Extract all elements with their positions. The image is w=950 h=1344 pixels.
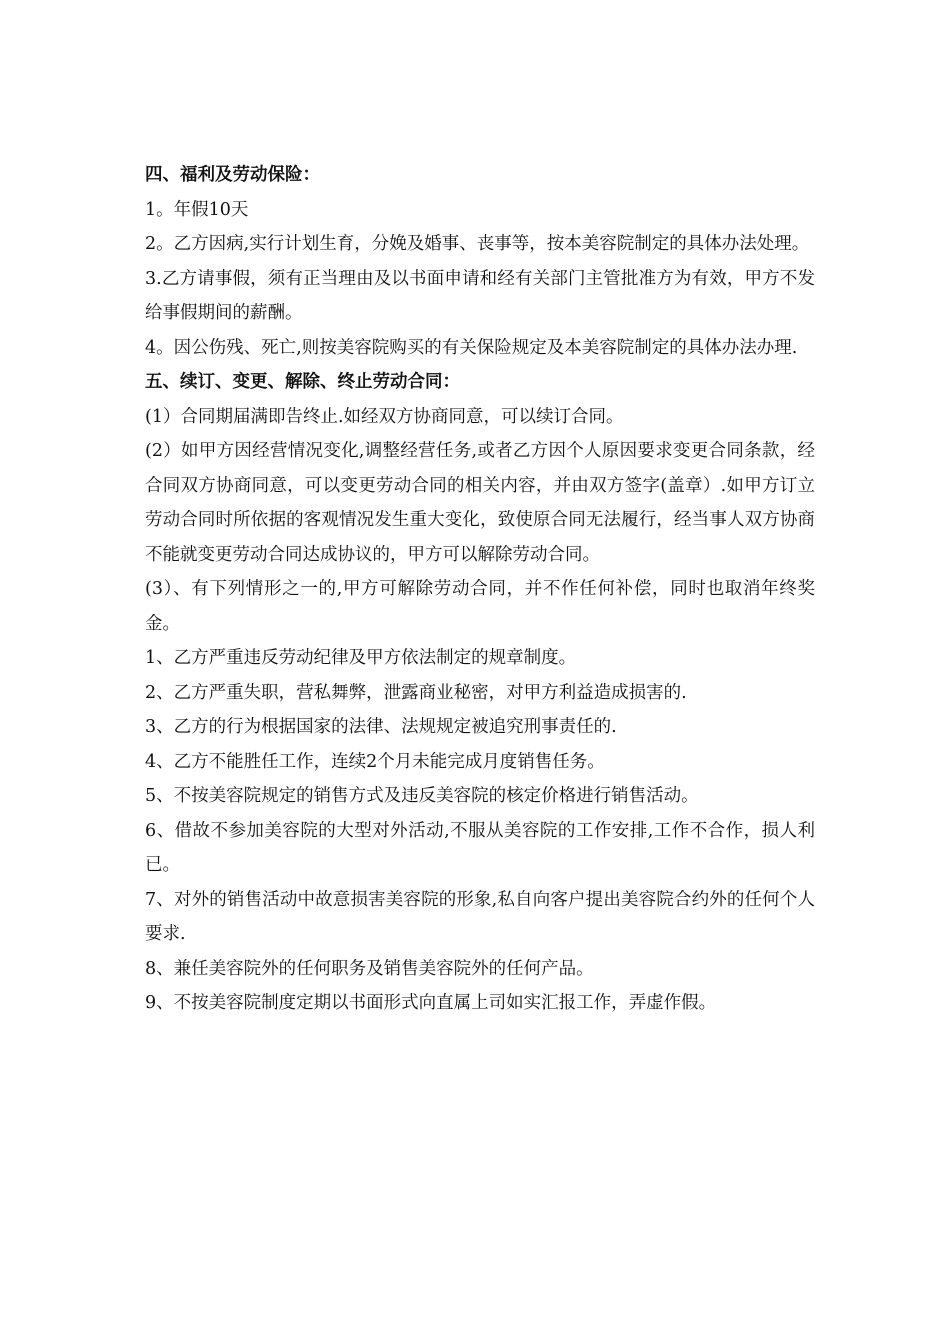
list-item: 5、不按美容院规定的销售方式及违反美容院的核定价格进行销售活动。 <box>145 786 699 806</box>
list-item: 1、乙方严重违反劳动纪律及甲方依法制定的规章制度。 <box>145 648 577 668</box>
list-item: 8、兼任美容院外的任何职务及销售美容院外的任何产品。 <box>145 958 594 979</box>
list-item: 4、乙方不能胜任工作，连续2个月未能完成月度销售任务。 <box>145 751 605 772</box>
section-heading-contract: 五、续订、变更、解除、终止劳动合同： <box>145 372 460 392</box>
paragraph: (3）、有下列情形之一的,甲方可解除劳动合同，并不作任何补偿，同时也取消年终奖金。 <box>145 579 815 634</box>
list-item: 9、不按美容院制度定期以书面形式向直属上司如实汇报工作，弄虚作假。 <box>145 993 717 1013</box>
paragraph: 4。因公伤残、死亡,则按美容院购买的有关保险规定及本美容院制定的具体办法办理. <box>145 337 798 358</box>
list-item: 3、乙方的行为根据国家的法律、法规规定被追究刑事责任的. <box>145 717 617 737</box>
list-item: 6、借故不参加美容院的大型对外活动,不服从美容院的工作安排,工作不合作，损人利已。 <box>145 820 815 875</box>
paragraph: (2）如甲方因经营情况变化,调整经营任务,或者乙方因个人原因要求变更合同条款，经合同双方协商同意，可以变更劳动合同的相关内容，并由双方签字(盖章）.如甲方订立劳动合同时所依据的客观情况发生重大变化，致使原合同无法履行，经当事人双方协商不能就变更劳动合同达成协议的，甲方可以解除劳动合同。 <box>145 441 815 565</box>
document-body <box>145 158 815 1021</box>
list-item: 2、乙方严重失职，营私舞弊，泄露商业秘密，对甲方利益造成损害的. <box>145 682 687 703</box>
paragraph: (1）合同期届满即告终止.如经双方协商同意，可以续订合同。 <box>145 406 624 427</box>
list-item: 7、对外的销售活动中故意损害美容院的形象,私自向客户提出美容院合约外的任何个人要求. <box>145 889 815 944</box>
paragraph: 1。年假10天 <box>145 199 249 220</box>
section-heading-welfare: 四、福利及劳动保险： <box>145 165 320 185</box>
paragraph: 3.乙方请事假，须有正当理由及以书面申请和经有关部门主管批准方为有效，甲方不发给事假期间的薪酬。 <box>145 268 815 323</box>
paragraph: 2。乙方因病,实行计划生育，分娩及婚事、丧事等，按本美容院制定的具体办法处理。 <box>145 234 810 254</box>
